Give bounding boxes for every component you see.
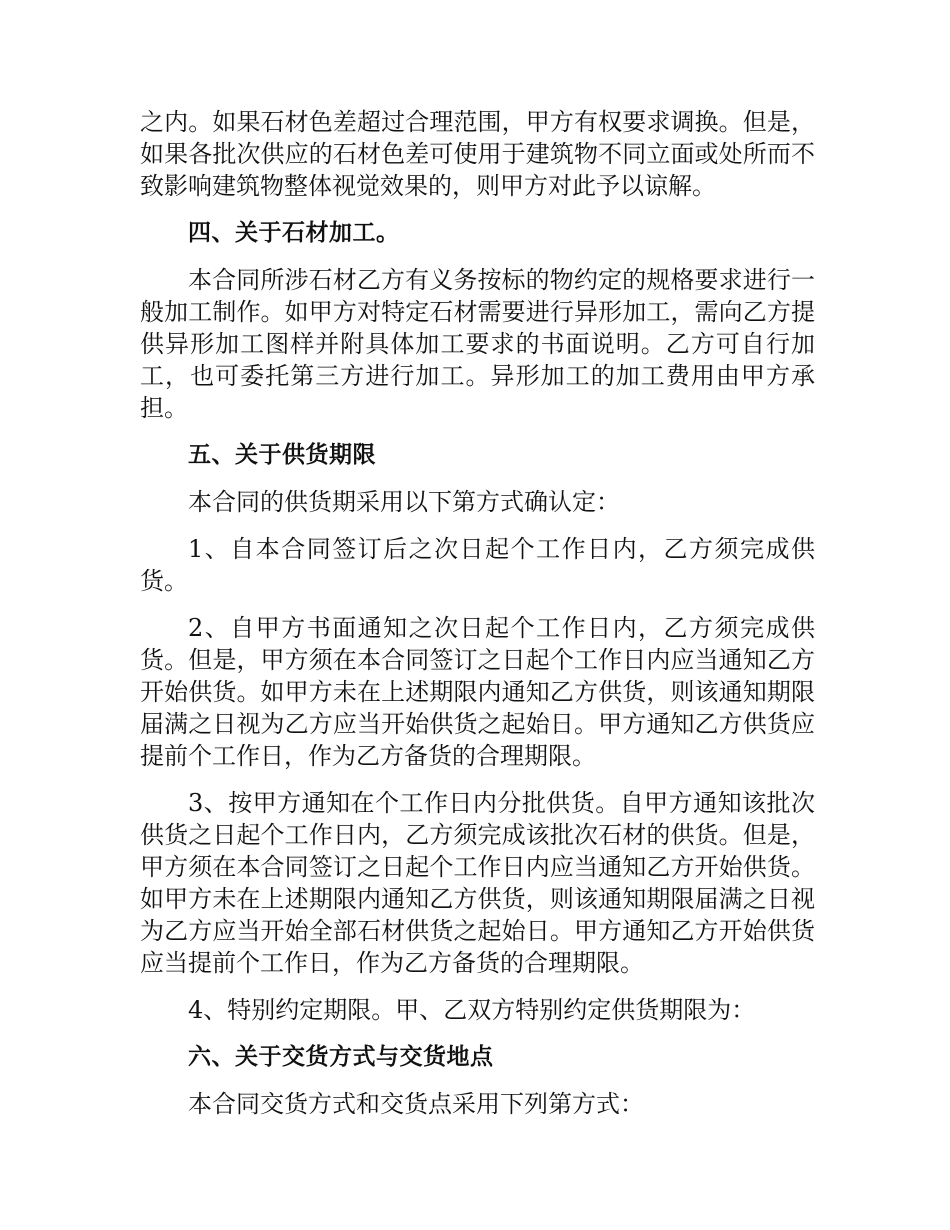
paragraph-supply-period-intro: 本合同的供货期采用以下第方式确认定： xyxy=(188,488,620,516)
section-heading-stone-processing: 四、关于石材加工。 xyxy=(188,220,400,246)
section-heading-delivery: 六、关于交货方式与交货地点 xyxy=(188,1044,494,1070)
paragraph-supply-option-1: 1、自本合同签订后之次日起个工作日内，乙方须完成供货。 xyxy=(140,535,815,595)
section-heading-supply-period: 五、关于供货期限 xyxy=(188,442,376,468)
paragraph-supply-option-4: 4、特别约定期限。甲、乙双方特别约定供货期限为： xyxy=(188,996,756,1024)
paragraph-supply-option-3: 3、按甲方通知在个工作日内分批供货。自甲方通知该批次供货之日起个工作日内，乙方须完成该批次石材的供货。但是，甲方须在本合同签订之日起个工作日内应当通知乙方开始供货。如甲方未在上述期限内通知乙方供货，则该通知期限届满之日视为乙方应当开始全部石材供货之起始日。甲方通知乙方开始供货应当提前个工作日，作为乙方备货的合理期限。 xyxy=(140,789,815,977)
paragraph-stone-processing: 本合同所涉石材乙方有义务按标的物约定的规格要求进行一般加工制作。如甲方对特定石材需要进行异形加工，需向乙方提供异形加工图样并附具体加工要求的书面说明。乙方可自行加工，也可委托第三方进行加工。异形加工的加工费用由甲方承担。 xyxy=(140,266,815,422)
paragraph-color-difference: 之内。如果石材色差超过合理范围，甲方有权要求调换。但是，如果各批次供应的石材色差可使用于建筑物不同立面或处所而不致影响建筑物整体视觉效果的，则甲方对此予以谅解。 xyxy=(140,108,815,200)
document-page xyxy=(140,106,815,1135)
paragraph-delivery-intro: 本合同交货方式和交货点采用下列第方式： xyxy=(188,1090,644,1118)
paragraph-supply-option-2: 2、自甲方书面通知之次日起个工作日内，乙方须完成供货。但是，甲方须在本合同签订之日起个工作日内应当通知乙方开始供货。如甲方未在上述期限内通知乙方供货，则该通知期限届满之日视为乙方应当开始供货之起始日。甲方通知乙方供货应提前个工作日，作为乙方备货的合理期限。 xyxy=(140,614,815,770)
